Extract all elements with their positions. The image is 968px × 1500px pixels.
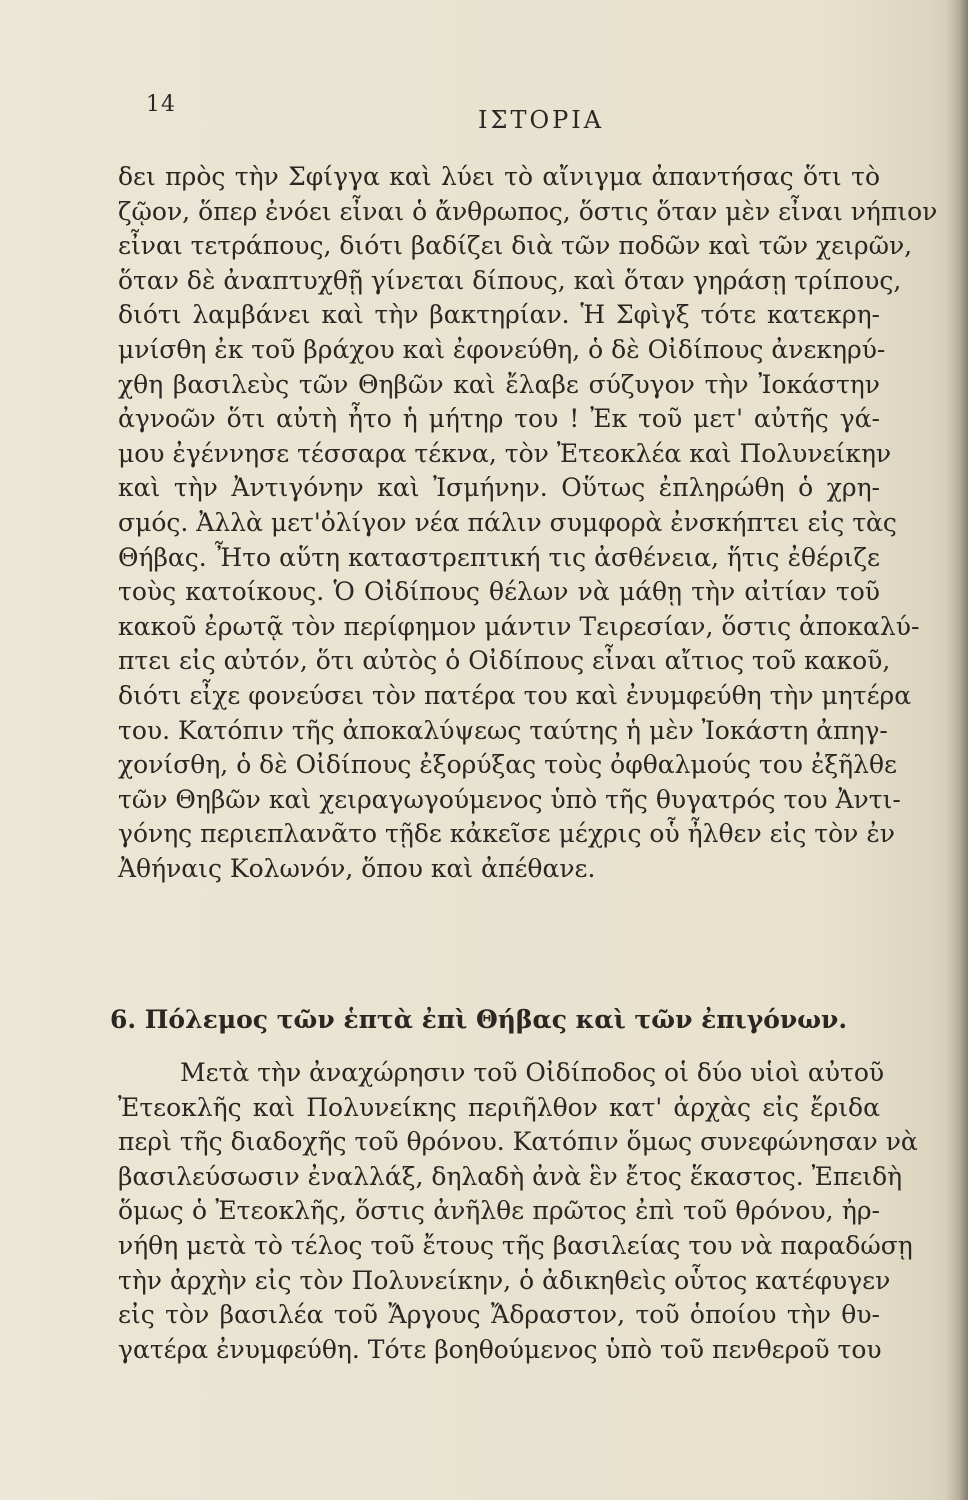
text-line: Θήβας. Ἦτο αὕτη καταστρεπτική τις ἀσθένεια, ἥτις ἐθέριζε — [118, 542, 880, 572]
text-line: μνίσθη ἐκ τοῦ βράχου καὶ ἐφονεύθη, ὁ δὲ Οἰδίπους ἀνεκηρύ- — [118, 334, 886, 364]
text-line: εἶναι τετράπους, διότι βαδίζει διὰ τῶν ποδῶν καὶ τῶν χειρῶν, — [118, 231, 913, 261]
text-line: καὶ τὴν Ἀντιγόνην καὶ Ἰσμήνην. Οὕτως ἐπληρώθη ὁ χρη- — [118, 473, 880, 503]
paragraph-oedipus — [118, 160, 938, 886]
text-line: νήθη μετὰ τὸ τέλος τοῦ ἔτους τῆς βασιλείας του νὰ παραδώσῃ — [118, 1230, 913, 1260]
running-title: ΙΣΤΟΡΙΑ — [478, 106, 605, 134]
text-line: Μετὰ τὴν ἀναχώρησιν τοῦ Οἰδίποδος οἱ δύο υἱοὶ αὐτοῦ — [180, 1058, 885, 1087]
text-line: διότι λαμβάνει καὶ τὴν βακτηρίαν. Ἡ Σφὶγξ τότε κατεκρη- — [118, 300, 880, 330]
text-line: πτει εἰς αὐτόν, ὅτι αὐτὸς ὁ Οἰδίπους εἶναι αἴτιος τοῦ κακοῦ, — [118, 646, 891, 676]
text-line: τὴν ἀρχὴν εἰς τὸν Πολυνείκην, ὁ ἀδικηθεὶς οὗτος κατέφυγεν — [118, 1265, 891, 1295]
text-line: ἀγνοῶν ὅτι αὐτὴ ἦτο ἡ μήτηρ του ! Ἐκ τοῦ μετ' αὐτῆς γά- — [118, 404, 880, 434]
page-number: 14 — [146, 92, 176, 117]
text-line: μου ἐγέννησε τέσσαρα τέκνα, τὸν Ἐτεοκλέα καὶ Πολυνείκην — [118, 438, 892, 468]
text-line: χονίσθη, ὁ δὲ Οἰδίπους ἐξορύξας τοὺς ὀφθαλμούς του ἐξῆλθε — [118, 750, 897, 780]
text-line: ὅμως ὁ Ἐτεοκλῆς, ὅστις ἀνῆλθε πρῶτος ἐπὶ τοῦ θρόνου, ἠρ- — [118, 1196, 880, 1226]
text-line: Ἐτεοκλῆς καὶ Πολυνείκης περιῆλθον κατ' ἀρχὰς εἰς ἔριδα — [118, 1092, 880, 1122]
page-gutter-shadow — [946, 0, 968, 1500]
text-line: περὶ τῆς διαδοχῆς τοῦ θρόνου. Κατόπιν ὅμως συνεφώνησαν νὰ — [118, 1127, 918, 1157]
section-heading: 6. Πόλεμος τῶν ἑπτὰ ἐπὶ Θήβας καὶ τῶν ἐπιγόνων. — [110, 1005, 848, 1034]
text-line: τοὺς κατοίκους. Ὁ Οἰδίπους θέλων νὰ μάθῃ τὴν αἰτίαν τοῦ — [118, 577, 880, 607]
text-line: ὅταν δὲ ἀναπτυχθῇ γίνεται δίπους, καὶ ὅταν γηράσῃ τρίπους, — [118, 265, 902, 295]
text-line: γατέρα ἐνυμφεύθη. Τότε βοηθούμενος ὑπὸ τοῦ πενθεροῦ του — [118, 1334, 882, 1364]
text-line: σμός. Ἀλλὰ μετ'ὀλίγον νέα πάλιν συμφορὰ ἐνσκήπτει εἰς τὰς — [118, 507, 897, 537]
text-line: Ἀθήναις Κολωνόν, ὅπου καὶ ἀπέθανε. — [118, 853, 596, 883]
text-line: βασιλεύσωσιν ἐναλλάξ, δηλαδὴ ἀνὰ ἓν ἔτος ἕκαστος. Ἐπειδὴ — [118, 1161, 903, 1191]
paragraph-seven-against-thebes — [118, 1056, 918, 1367]
text-line: τῶν Θηβῶν καὶ χειραγωγούμενος ὑπὸ τῆς θυγατρός του Ἀντι- — [118, 784, 901, 814]
text-line: κακοῦ ἐρωτᾷ τὸν περίφημον μάντιν Τειρεσίαν, ὅστις ἀποκαλύ- — [118, 611, 920, 641]
text-line: δει πρὸς τὴν Σφίγγα καὶ λύει τὸ αἴνιγμα ἀπαντήσας ὅτι τὸ — [118, 162, 880, 191]
text-line: του. Κατόπιν τῆς ἀποκαλύψεως ταύτης ἡ μὲν Ἰοκάστη ἀπηγ- — [118, 715, 888, 745]
text-line: γόνης περιεπλανᾶτο τῇδε κἀκεῖσε μέχρις οὗ ἦλθεν εἰς τὸν ἐν — [118, 819, 895, 849]
text-line: εἰς τὸν βασιλέα τοῦ Ἄργους Ἄδραστον, τοῦ ὁποίου τὴν θυ- — [118, 1300, 880, 1330]
text-line: ζῷον, ὅπερ ἐνόει εἶναι ὁ ἄνθρωπος, ὅστις ὅταν μὲν εἶναι νήπιον — [118, 196, 938, 226]
text-line: χθη βασιλεὺς τῶν Θηβῶν καὶ ἔλαβε σύζυγον τὴν Ἰοκάστην — [118, 369, 880, 399]
text-line: διότι εἶχε φονεύσει τὸν πατέρα του καὶ ἐνυμφεύθη τὴν μητέρα — [118, 680, 912, 710]
